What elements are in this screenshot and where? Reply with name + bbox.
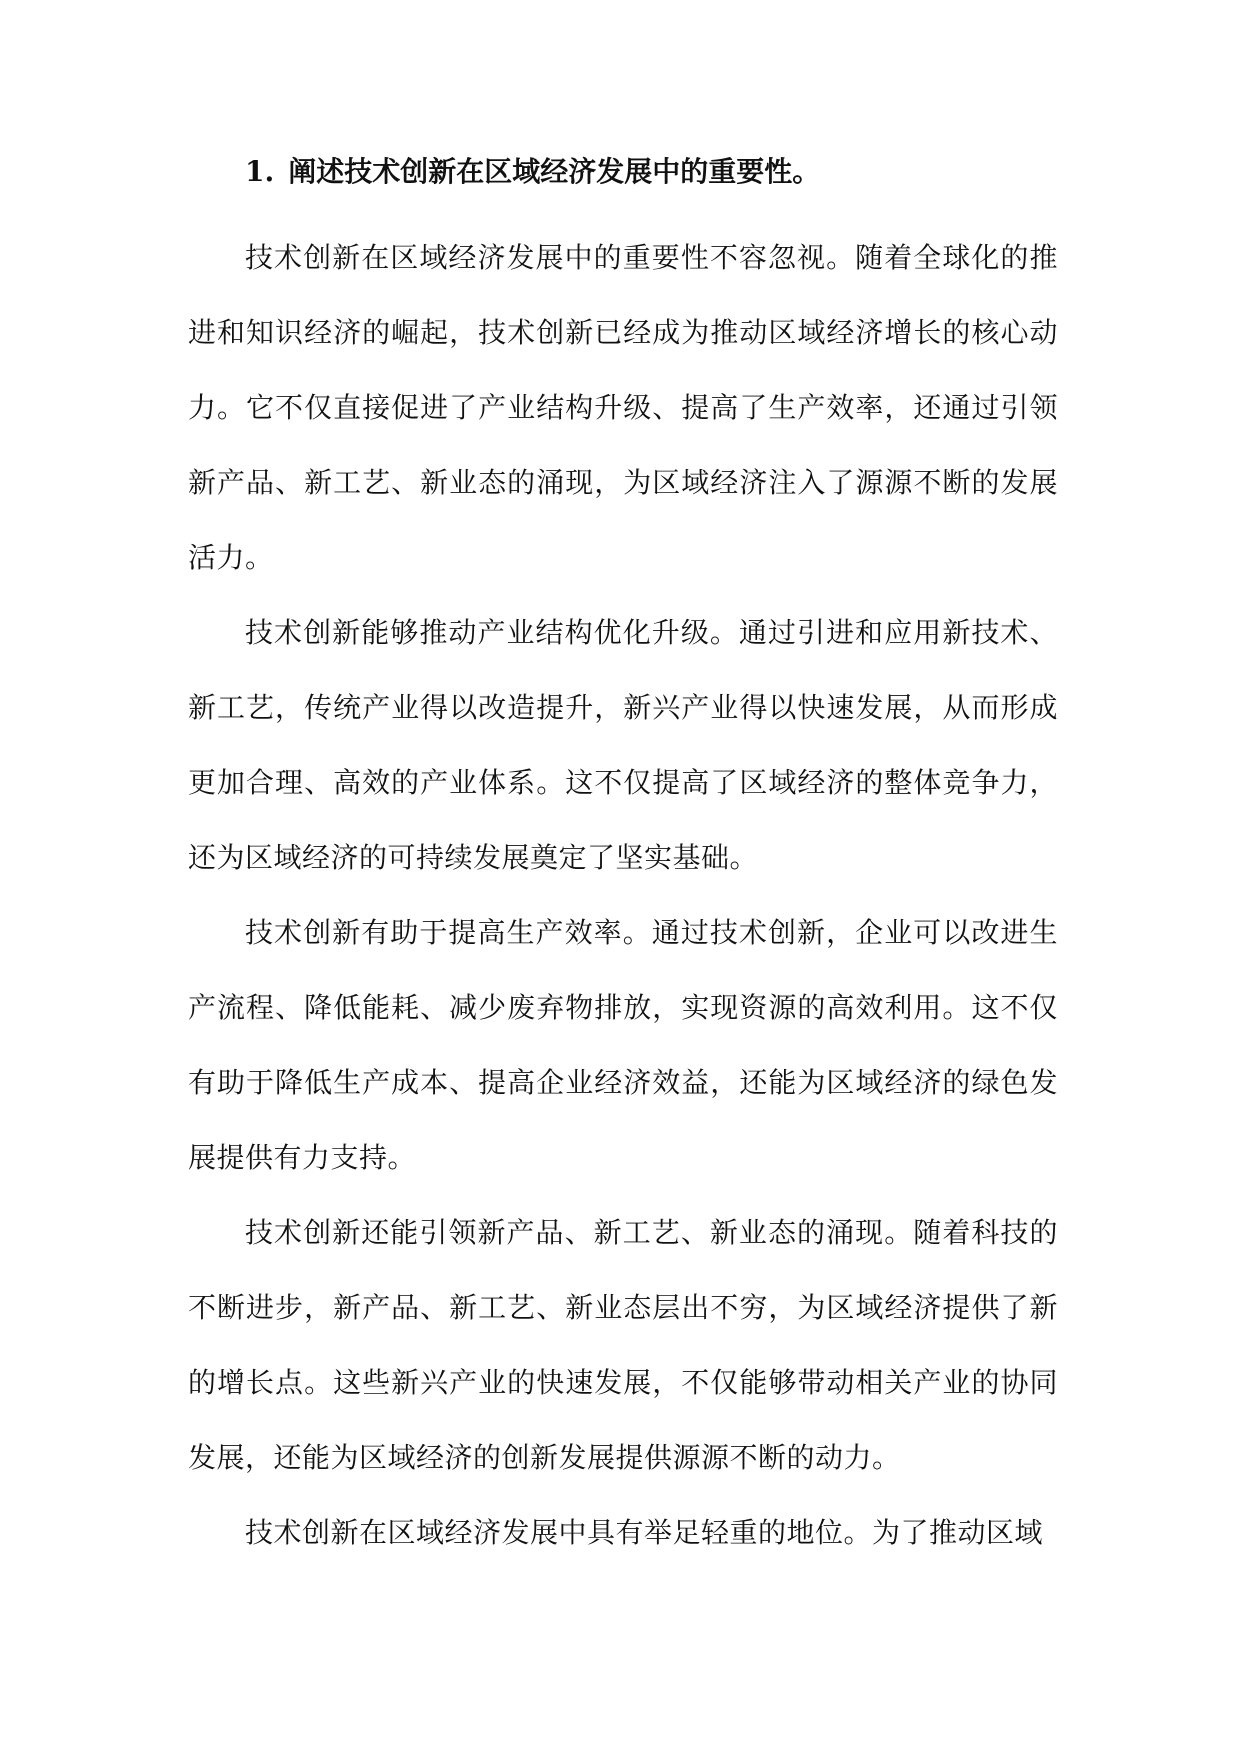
paragraph-1: 技术创新在区域经济发展中的重要性不容忽视。随着全球化的推进和知识经济的崛起，技术创新已经成为推动区域经济增长的核心动力。它不仅直接促进了产业结构升级、提高了生产效率，还通过引领新产品、新工艺、新业态的涌现，为区域经济注入了源源不断的发展活力。: [188, 241, 1058, 574]
heading-number: 1.: [245, 155, 275, 188]
paragraph-5: 技术创新在区域经济发展中具有举足轻重的地位。为了推动区域: [245, 1516, 1044, 1549]
heading-text: 阐述技术创新在区域经济发展中的重要性。: [288, 155, 821, 188]
section-heading: [188, 148, 1058, 196]
paragraph-3: 技术创新有助于提高生产效率。通过技术创新，企业可以改进生产流程、降低能耗、减少废弃物排放，实现资源的高效利用。这不仅有助于降低生产成本、提高企业经济效益，还能为区域经济的绿色发展提供有力支持。: [188, 916, 1058, 1174]
document-body: [188, 148, 1058, 1570]
paragraph-2: 技术创新能够推动产业结构优化升级。通过引进和应用新技术、新工艺，传统产业得以改造提升，新兴产业得以快速发展，从而形成更加合理、高效的产业体系。这不仅提高了区域经济的整体竞争力，还为区域经济的可持续发展奠定了坚实基础。: [188, 616, 1058, 874]
paragraph-4: 技术创新还能引领新产品、新工艺、新业态的涌现。随着科技的不断进步，新产品、新工艺、新业态层出不穷，为区域经济提供了新的增长点。这些新兴产业的快速发展，不仅能够带动相关产业的协同发展，还能为区域经济的创新发展提供源源不断的动力。: [188, 1216, 1058, 1474]
